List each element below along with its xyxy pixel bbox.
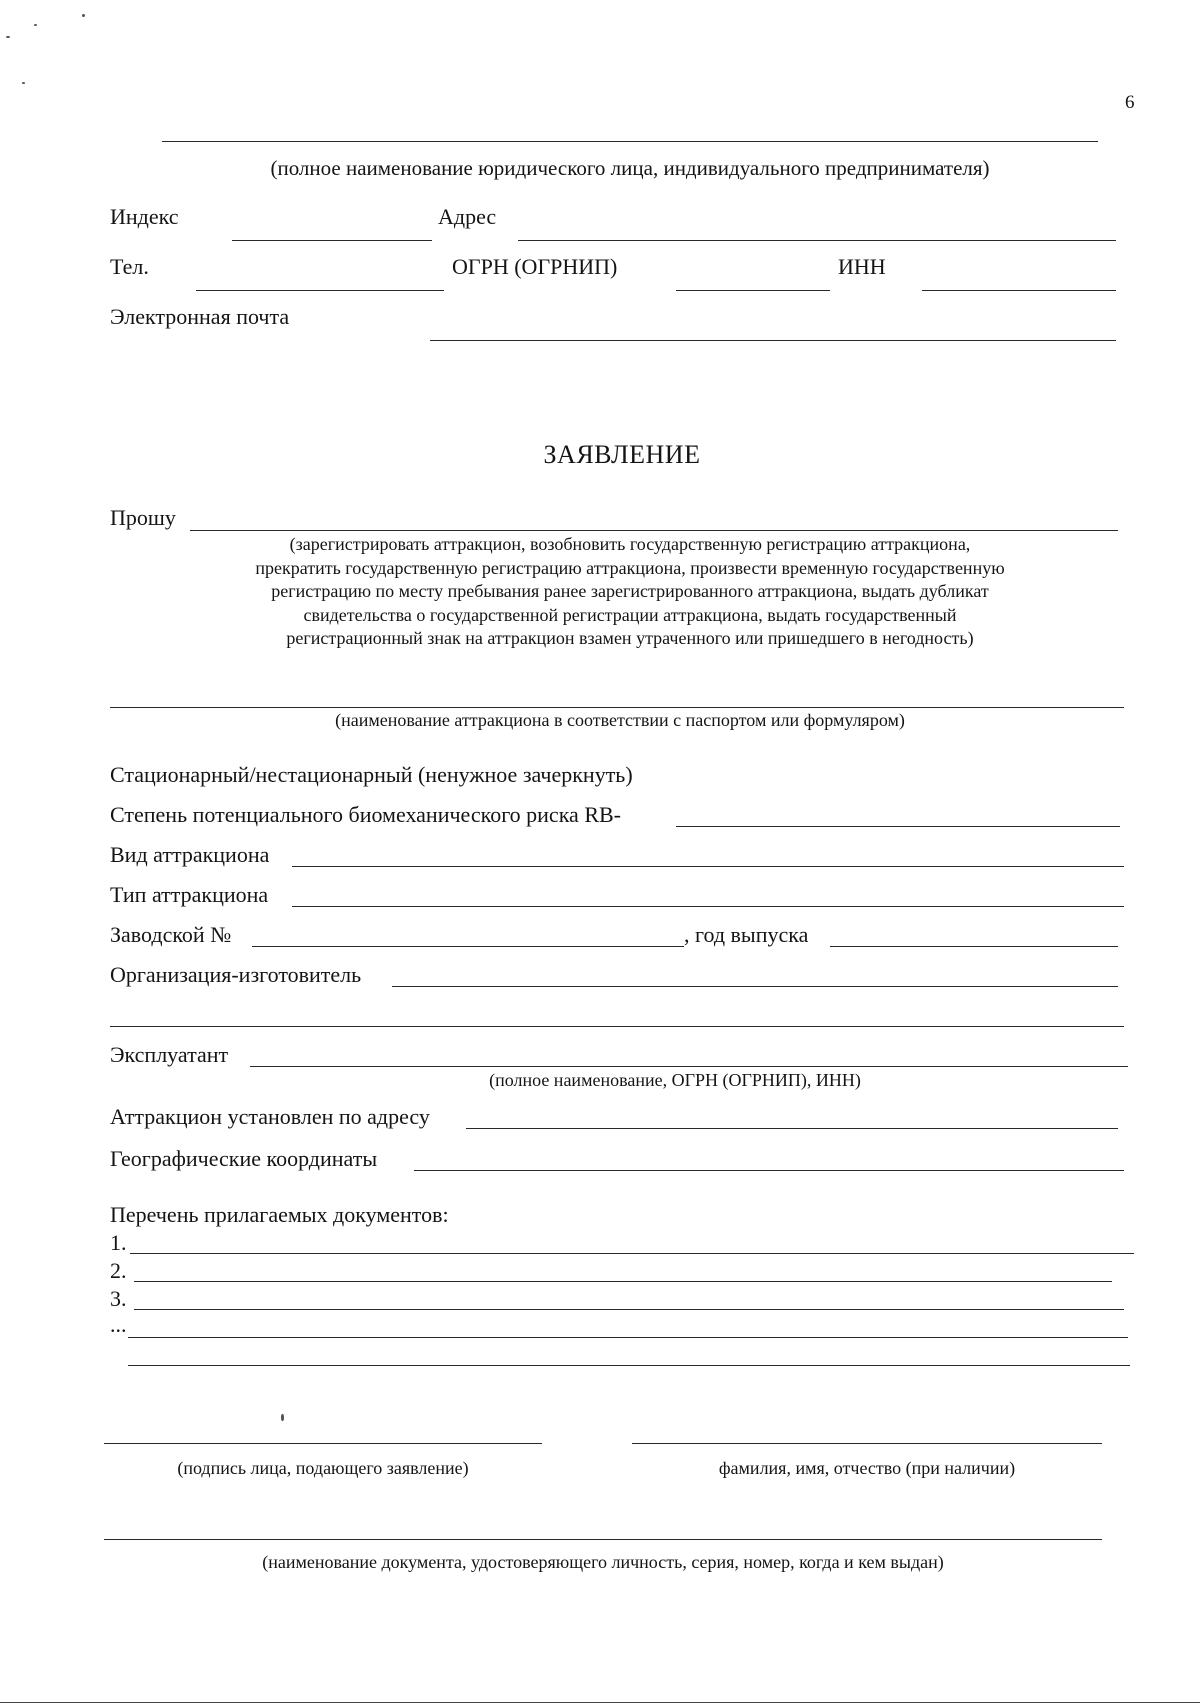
phone-label: Тел. <box>110 254 149 279</box>
stationary-label: Стационарный/нестационарный (ненужное зачеркнуть) <box>110 762 633 787</box>
risk-field[interactable] <box>676 826 1120 827</box>
kind-field[interactable] <box>292 866 1124 867</box>
serial-label: Заводской № <box>110 922 232 947</box>
scan-speck <box>281 1414 284 1421</box>
document-item-number: 1. <box>110 1230 127 1255</box>
manufacturer-field[interactable] <box>392 986 1118 987</box>
install-address-label: Аттракцион установлен по адресу <box>110 1104 430 1129</box>
document-item-field[interactable] <box>128 1337 1128 1338</box>
org-name-line[interactable] <box>162 141 1098 142</box>
operator-field[interactable] <box>250 1066 1128 1067</box>
phone-field[interactable] <box>196 290 444 291</box>
address-label: Адрес <box>438 204 497 229</box>
index-label: Индекс <box>110 204 179 229</box>
email-field[interactable] <box>430 340 1116 341</box>
operator-label: Эксплуатант <box>110 1042 229 1067</box>
type-field[interactable] <box>292 906 1124 907</box>
scan-speck <box>22 82 25 84</box>
full-name-field[interactable] <box>632 1443 1102 1444</box>
risk-label: Степень потенциального биомеханического риска RB- <box>110 802 621 827</box>
operator-caption: (полное наименование, ОГРН (ОГРНИП), ИНН) <box>489 1070 861 1090</box>
coordinates-label: Географические координаты <box>110 1146 378 1171</box>
attraction-name-caption: (наименование аттракциона в соответствии с паспортом или формуляром) <box>335 710 905 730</box>
id-document-caption: (наименование документа, удостоверяющего личность, серия, номер, когда и кем выдан) <box>262 1552 944 1572</box>
documents-heading: Перечень прилагаемых документов: <box>110 1202 449 1227</box>
ogrn-field[interactable] <box>676 290 830 291</box>
request-caption-line: регистрационный знак на аттракцион взамен утраченного или пришедшего в негодность) <box>286 628 974 648</box>
document-item-field[interactable] <box>134 1309 1124 1310</box>
signature-field[interactable] <box>104 1443 542 1444</box>
ogrn-label: ОГРН (ОГРНИП) <box>452 254 618 279</box>
scan-bottom-edge <box>0 1702 1200 1703</box>
year-label: , год выпуска <box>684 922 809 947</box>
document-item-number: 3. <box>110 1286 127 1311</box>
scan-speck <box>34 24 37 26</box>
request-caption <box>190 533 1070 651</box>
serial-field[interactable] <box>252 946 684 947</box>
kind-label: Вид аттракциона <box>110 842 270 867</box>
document-item-field[interactable] <box>134 1281 1112 1282</box>
index-field[interactable] <box>232 240 432 241</box>
attraction-name-field[interactable] <box>110 707 1124 708</box>
document-item-field-extra[interactable] <box>128 1365 1130 1366</box>
coordinates-field[interactable] <box>414 1170 1124 1171</box>
document-item-number: 2. <box>110 1258 127 1283</box>
document-item-field[interactable] <box>130 1253 1134 1254</box>
request-caption-line: (зарегистрировать аттракцион, возобновить государственную регистрацию аттракциона, <box>289 534 971 554</box>
inn-field[interactable] <box>922 290 1116 291</box>
document-title: ЗАЯВЛЕНИЕ <box>543 440 701 469</box>
address-field[interactable] <box>518 240 1116 241</box>
page-number: 6 <box>1125 92 1135 113</box>
document-item-number: ... <box>110 1312 127 1337</box>
request-caption-line: регистрацию по месту пребывания ранее зарегистрированного аттракциона, выдать дубликат <box>271 581 989 601</box>
request-field[interactable] <box>190 530 1118 531</box>
scan-speck <box>6 36 10 38</box>
year-field[interactable] <box>830 946 1118 947</box>
manufacturer-field-extra[interactable] <box>110 1026 1124 1027</box>
full-name-caption: фамилия, имя, отчество (при наличии) <box>718 1458 1016 1478</box>
manufacturer-label: Организация-изготовитель <box>110 962 362 987</box>
install-address-field[interactable] <box>466 1128 1118 1129</box>
inn-label: ИНН <box>838 254 886 279</box>
id-document-field[interactable] <box>104 1539 1102 1540</box>
request-label: Прошу <box>110 505 176 530</box>
request-caption-line: прекратить государственную регистрацию аттракциона, произвести временную государственную <box>255 557 1005 578</box>
org-name-caption: (полное наименование юридического лица, индивидуального предпринимателя) <box>270 156 990 180</box>
email-label: Электронная почта <box>110 304 290 329</box>
type-label: Тип аттракциона <box>110 882 269 907</box>
request-caption-line: свидетельства о государственной регистрации аттракциона, выдать государственный <box>303 604 957 625</box>
signature-caption: (подпись лица, подающего заявление) <box>177 1458 469 1478</box>
scan-speck <box>82 14 85 17</box>
